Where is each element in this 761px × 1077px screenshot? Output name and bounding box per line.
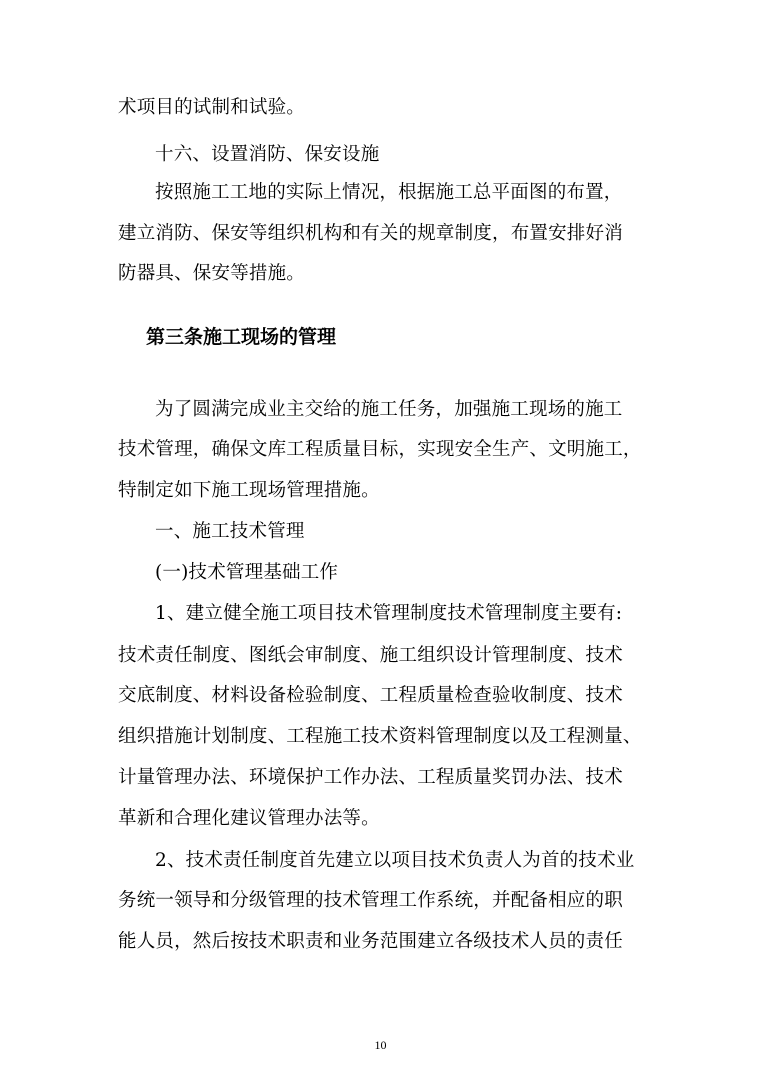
paragraph-line: 技术责任制度、图纸会审制度、施工组织设计管理制度、技术 <box>118 645 623 666</box>
paragraph-line: 交底制度、材料设备检验制度、工程质量检查验收制度、技术 <box>118 685 623 706</box>
page-number: 10 <box>374 1038 387 1052</box>
paragraph-line: 革新和合理化建议管理办法等。 <box>118 808 380 829</box>
paragraph-line: 特制定如下施工现场管理措施。 <box>118 480 380 501</box>
paragraph-line: 计量管理办法、环境保护工作办法、工程质量奖罚办法、技术 <box>118 767 623 788</box>
paragraph-line: 组织措施计划制度、工程施工技术资料管理制度以及工程测量、 <box>118 726 642 747</box>
section-heading: 第三条施工现场的管理 <box>146 326 337 348</box>
subsection-title-tech-management: 一、施工技术管理 <box>155 521 305 542</box>
subsection-title-fire-security: 十六、设置消防、保安设施 <box>155 144 380 165</box>
paragraph-line: 务统一领导和分级管理的技术管理工作系统，并配备相应的职 <box>118 890 623 911</box>
paragraph-line: 按照施工工地的实际上情况，根据施工总平面图的布置， <box>155 182 623 203</box>
paragraph-line: 能人员，然后按技术职责和业务范围建立各级技术人员的责任 <box>118 931 623 952</box>
paragraph-line: 建立消防、保安等组织机构和有关的规章制度，布置安排好消 <box>118 223 623 244</box>
paragraph-line: 术项目的试制和试验。 <box>118 97 306 118</box>
paragraph-line: 1、建立健全施工项目技术管理制度技术管理制度主要有: <box>155 603 623 624</box>
paragraph-line: 技术管理，确保文库工程质量目标，实现安全生产、文明施工， <box>118 439 642 460</box>
paragraph-line: 防器具、保安等措施。 <box>118 263 306 284</box>
paragraph-line: 为了圆满完成业主交给的施工任务，加强施工现场的施工 <box>155 399 623 420</box>
subsection-title-basic-work: (一)技术管理基础工作 <box>155 562 339 583</box>
paragraph-line: 2、技术责任制度首先建立以项目技术负责人为首的技术业 <box>155 850 635 871</box>
